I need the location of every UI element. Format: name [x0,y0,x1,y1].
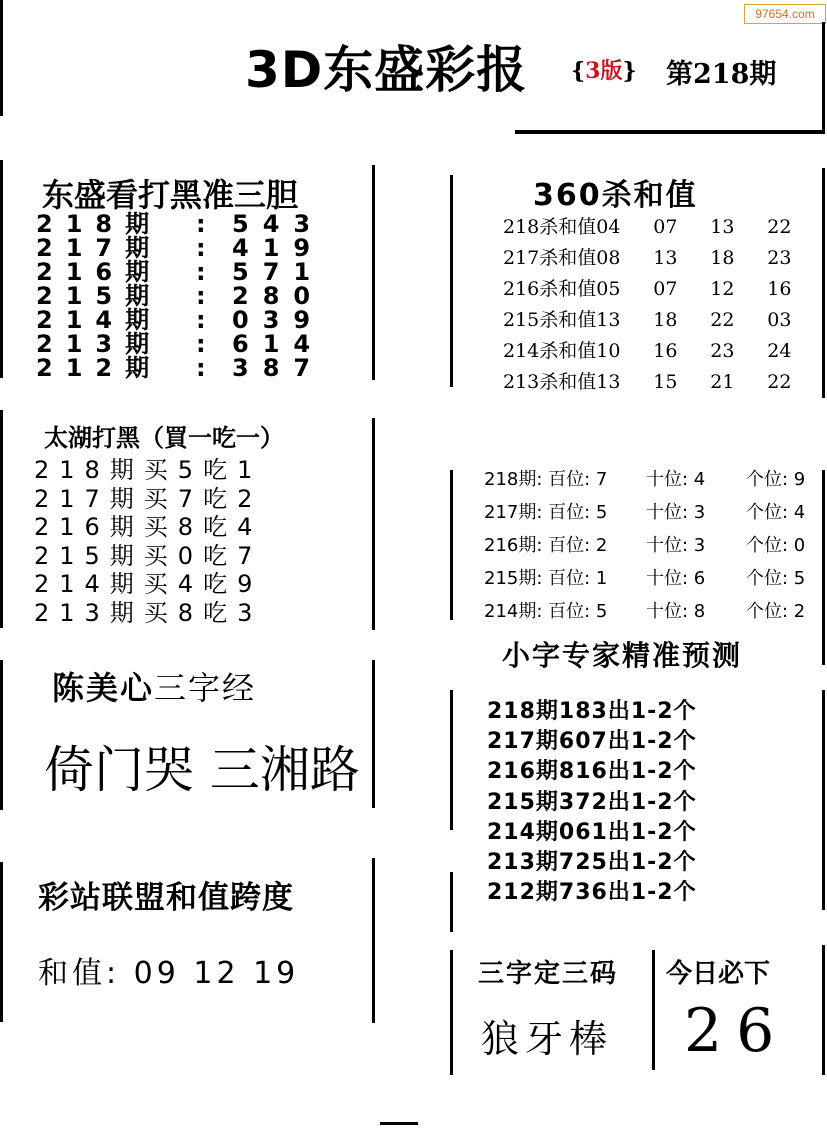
colon: : [196,258,206,286]
xiaozi-row: 213期725出1-2个 [487,849,697,875]
kill360-label: 213杀和值 [503,371,597,393]
xiaozi-title: 小字专家精准预测 [502,639,743,672]
hundreds: 215期: 百位: 1 [484,568,608,589]
hundreds: 218期: 百位: 7 [484,469,608,490]
hundreds: 216期: 百位: 2 [484,535,608,556]
xiaozi-row: 214期061出1-2个 [487,819,697,845]
edition-brace-open: { [571,58,586,84]
kill360-num: 23 [767,247,792,269]
kill360-num: 23 [710,340,735,362]
colon: : [196,210,206,238]
tens: 十位: 3 [646,535,706,556]
dan-numbers: 419 [232,234,325,262]
xiaozi-list [487,697,697,908]
kill360-row [503,243,824,274]
kill360-num: 03 [767,309,792,331]
kill360-num: 13 [710,216,735,238]
taihu-title: 太湖打黑（買一吃一） [44,423,284,452]
kill360-num: 12 [710,278,735,300]
section-border [822,945,825,1075]
section-border [0,160,3,378]
dongsheng-row [36,356,336,380]
dan-numbers: 387 [232,354,325,382]
page-title: 3D东盛彩报 [245,41,528,99]
kill360-label: 216杀和值 [503,278,597,300]
section-border [372,165,375,380]
chenmeixin-title-light: 三字经 [154,669,257,707]
issue-label: 213期 [36,330,163,358]
section-border [450,470,453,620]
dan-numbers: 280 [232,282,325,310]
kill360-num: 10 [596,340,621,362]
kill360-title: 360杀和值 [533,178,698,213]
units: 个位: 4 [746,502,806,523]
taihu-row: 216期买8吃4 [34,513,263,542]
colon: : [196,354,206,382]
tens: 十位: 4 [646,469,706,490]
today-body: 26 [684,996,789,1066]
taihu-list [34,456,262,628]
taihu-row: 214期买4吃9 [34,570,263,599]
kill360-label: 214杀和值 [503,340,597,362]
edition-brace-close: } [622,58,637,84]
dan-numbers: 039 [232,306,325,334]
kill360-label: 217杀和值 [503,247,597,269]
kill360-label: 218杀和值 [503,216,597,238]
issue-label: 216期 [36,258,163,286]
issue-label: 215期 [36,282,163,310]
section-border [450,175,453,387]
kill360-num: 13 [596,371,621,393]
kill360-num: 21 [710,371,735,393]
colon: : [196,306,206,334]
site-watermark: 97654.com [744,4,826,24]
kill360-num: 07 [653,278,678,300]
dongsheng-title: 东盛看打黑准三胆 [42,176,299,214]
colon: : [196,282,206,310]
kill360-row [503,274,824,305]
header-bottom-border [515,130,825,134]
tens: 十位: 6 [646,568,706,589]
edition-number: 3版 [585,58,623,84]
section-border [0,410,3,628]
issue-label: 212期 [36,354,163,382]
dongsheng-row [36,284,336,308]
kill360-num: 16 [767,278,792,300]
positions-row [484,595,805,628]
units: 个位: 0 [746,535,806,556]
colon: : [196,330,206,358]
dan-numbers: 543 [232,210,325,238]
hundreds: 217期: 百位: 5 [484,502,608,523]
section-border [450,690,453,830]
xiaozi-row: 216期816出1-2个 [487,759,697,785]
kill360-num: 13 [653,247,678,269]
issue-label: 214期 [36,306,163,334]
units: 个位: 2 [746,601,806,622]
edition-label [571,54,637,85]
dongsheng-row [36,308,336,332]
footer-mark [380,1122,418,1125]
kill360-label: 215杀和值 [503,309,597,331]
xiaozi-row: 212期736出1-2个 [487,880,697,906]
dongsheng-row [36,260,336,284]
section-border [372,660,375,808]
kill360-num: 08 [596,247,621,269]
caizhan-title: 彩站联盟和值跨度 [38,880,294,916]
section-border [450,950,453,1075]
kill360-num: 24 [767,340,792,362]
dongsheng-row [36,332,336,356]
xiaozi-row: 218期183出1-2个 [487,699,697,724]
sanzi-title: 三字定三码 [478,959,619,989]
positions-row [484,463,805,496]
chenmeixin-title [52,663,256,709]
positions-row [484,562,805,595]
kill360-num: 05 [596,278,621,300]
section-border [822,690,825,910]
issue-number: 第218期 [666,59,777,90]
section-border [450,872,453,932]
kill360-row [503,367,824,398]
header-left-border [0,0,3,116]
section-border [0,660,3,810]
kill360-num: 18 [653,309,678,331]
section-border [822,470,825,665]
units: 个位: 5 [746,568,806,589]
dan-numbers: 571 [232,258,325,286]
header-right-border [822,22,825,134]
taihu-row: 215期买0吃7 [34,541,263,570]
kill360-num: 16 [653,340,678,362]
kill360-num: 22 [767,216,792,238]
kill360-num: 13 [596,309,621,331]
taihu-row: 218期买5吃1 [34,456,263,484]
kill360-row [503,336,824,367]
today-title: 今日必下 [666,959,771,989]
kill360-num: 15 [653,371,678,393]
chenmeixin-title-bold: 陈美心 [52,669,155,707]
section-border [372,418,375,630]
issue-label: 218期 [36,210,163,238]
dongsheng-row [36,212,336,236]
kill360-num: 22 [767,371,792,393]
positions-row [484,496,805,529]
dan-numbers: 614 [232,330,325,358]
section-border [372,858,375,1023]
positions-row [484,529,805,562]
kill360-row [503,305,824,336]
taihu-row: 213期买8吃3 [34,598,263,627]
tens: 十位: 3 [646,502,706,523]
positions-list [484,463,805,628]
taihu-row: 217期买7吃2 [34,484,263,513]
colon: : [196,234,206,262]
sanzi-body: 狼牙棒 [481,1017,614,1061]
chenmeixin-body: 倚门哭 三湘路 [44,741,360,799]
kill360-num: 22 [710,309,735,331]
kill360-list [503,212,824,398]
units: 个位: 9 [746,469,806,490]
hundreds: 214期: 百位: 5 [484,601,608,622]
xiaozi-row: 217期607出1-2个 [487,729,697,755]
xiaozi-row: 215期372出1-2个 [487,789,697,815]
section-border [0,862,3,1022]
kill360-num: 07 [653,216,678,238]
kill360-num: 18 [710,247,735,269]
tens: 十位: 8 [646,601,706,622]
caizhan-body: 和值: 09 12 19 [38,956,300,991]
dongsheng-row [36,236,336,260]
kill360-row [503,212,824,243]
box-divider [652,950,655,1070]
issue-label: 217期 [36,234,163,262]
dongsheng-list [36,212,336,380]
kill360-num: 04 [596,216,621,238]
